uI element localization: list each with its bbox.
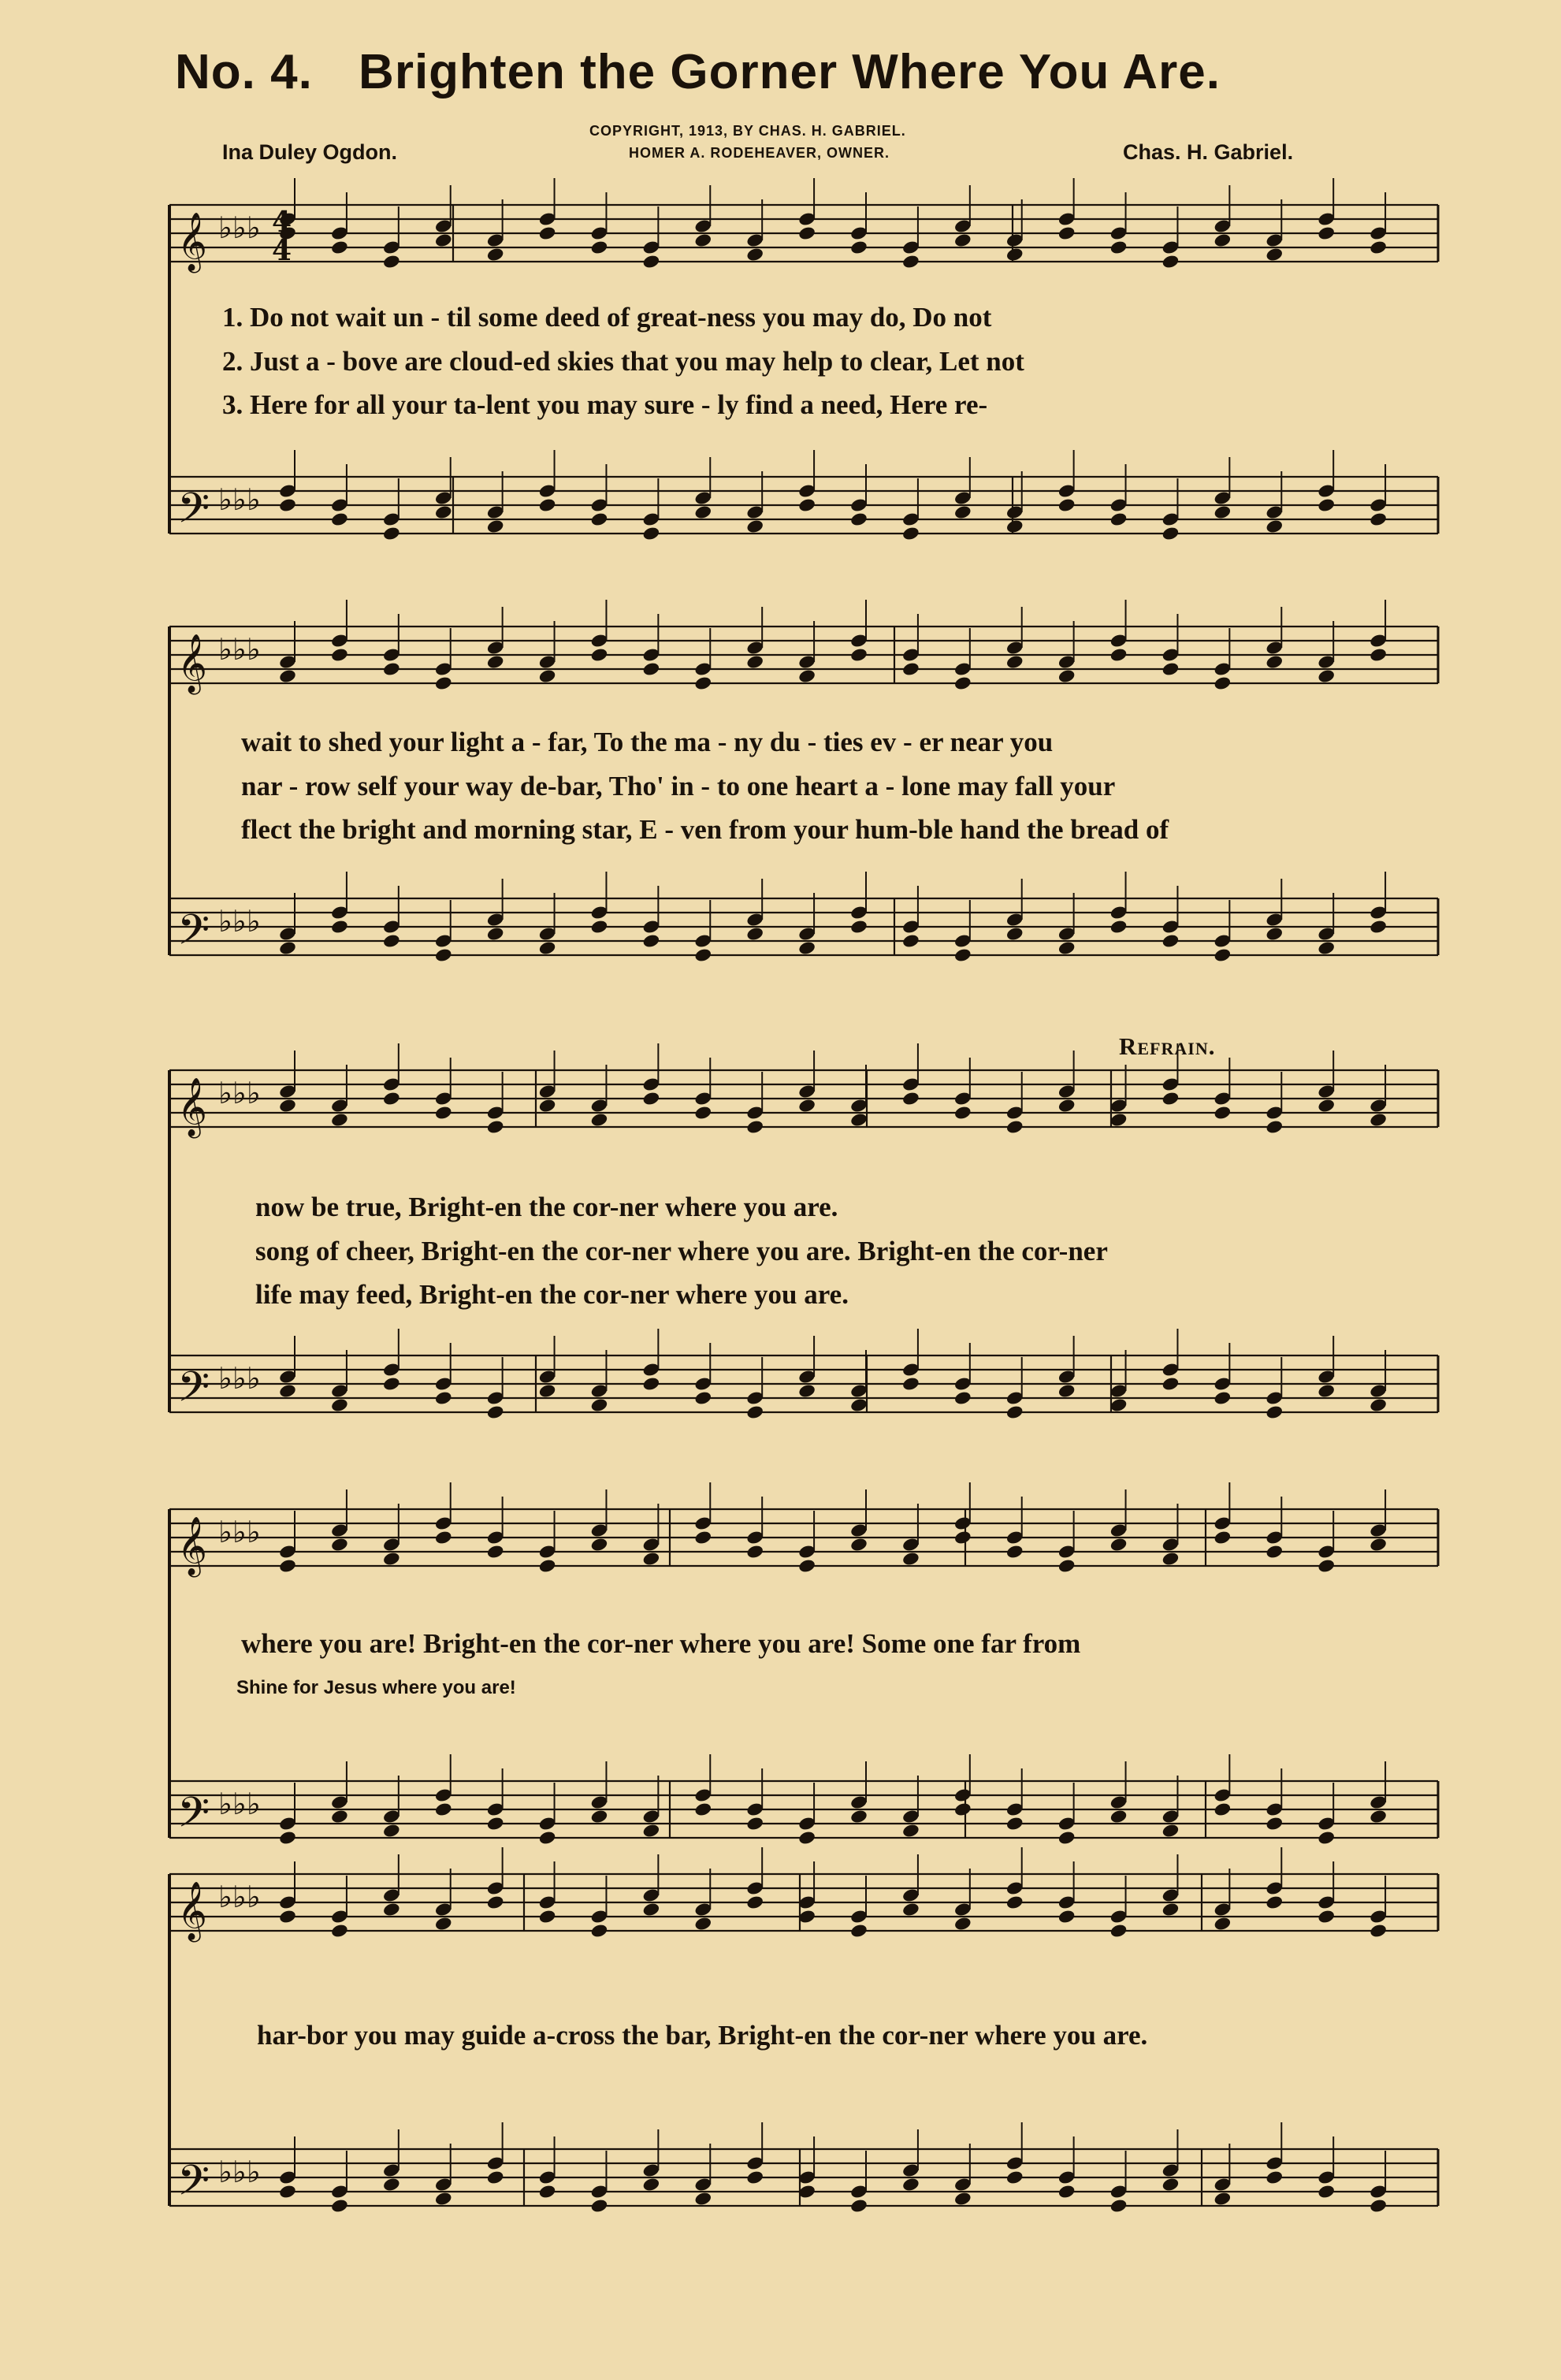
notehead <box>486 2170 505 2185</box>
notehead <box>1161 1551 1180 1567</box>
notehead <box>382 2177 401 2192</box>
bass-clef: 𝄢 <box>177 1363 210 1422</box>
notehead <box>330 1112 349 1128</box>
notehead <box>1109 1397 1128 1413</box>
notehead <box>434 675 453 691</box>
notehead <box>434 1105 453 1121</box>
notehead <box>1109 1809 1128 1824</box>
notehead <box>693 504 712 520</box>
notehead <box>1213 2191 1232 2207</box>
refrain-label: Refrain. <box>1119 1032 1216 1060</box>
notehead <box>901 661 920 677</box>
notehead <box>642 1823 661 1839</box>
notehead <box>330 1397 349 1413</box>
notehead <box>590 1397 609 1413</box>
notehead <box>1213 1390 1232 1406</box>
notehead <box>1005 1119 1024 1135</box>
notehead <box>1213 1802 1232 1817</box>
flat-sign: ♭♭♭ <box>218 482 261 517</box>
notehead <box>1317 1383 1336 1399</box>
notehead <box>849 1809 868 1824</box>
notehead <box>901 1902 920 1917</box>
notehead <box>486 1816 505 1831</box>
notehead <box>953 1530 972 1545</box>
notehead <box>1005 519 1024 534</box>
bass-clef: 𝄢 <box>177 485 210 543</box>
notehead <box>330 647 349 663</box>
notehead <box>1057 668 1076 684</box>
notehead <box>538 1383 557 1399</box>
notehead <box>901 1376 920 1392</box>
notehead <box>901 1091 920 1106</box>
notehead <box>330 511 349 527</box>
bass-clef: 𝄢 <box>177 1789 210 1847</box>
notehead <box>278 1909 297 1924</box>
notehead <box>1265 1119 1284 1135</box>
notehead <box>849 1923 868 1939</box>
notehead <box>486 1119 505 1135</box>
lyric-line: wait to shed your light a - far, To the ma - ny du - ties ev - er near you <box>241 727 1054 757</box>
notehead <box>590 647 609 663</box>
notehead <box>901 1551 920 1567</box>
notehead <box>642 1902 661 1917</box>
notehead <box>1109 647 1128 663</box>
notehead <box>642 2177 661 2192</box>
notehead <box>1369 647 1388 663</box>
lyric-line: now be true, Bright-en the cor-ner where you are. <box>255 1192 838 1222</box>
notehead <box>642 1376 661 1392</box>
notehead <box>330 1809 349 1824</box>
copyright-line-2: HOMER A. RODEHEAVER, OWNER. <box>629 145 890 161</box>
notehead <box>642 661 661 677</box>
notehead <box>538 497 557 513</box>
notehead <box>1369 2198 1388 2214</box>
flat-sign: ♭♭♭ <box>218 210 261 245</box>
notehead <box>434 947 453 963</box>
hymn-number: No. 4. <box>175 45 313 99</box>
flat-sign: ♭♭♭ <box>218 2155 261 2189</box>
notehead <box>1057 1098 1076 1114</box>
notehead <box>1109 919 1128 935</box>
notehead <box>745 926 764 942</box>
notehead <box>1057 2184 1076 2200</box>
notehead <box>590 1112 609 1128</box>
notehead <box>538 225 557 241</box>
hymn-title: Brighten the Gorner Where You Are. <box>359 45 1221 99</box>
notehead <box>1161 933 1180 949</box>
notehead <box>1317 1558 1336 1574</box>
notehead <box>1109 1537 1128 1553</box>
notehead <box>1109 1923 1128 1939</box>
notehead <box>538 1098 557 1114</box>
notehead <box>797 1830 816 1846</box>
lyric-line: where you are! Bright-en the cor-ner where you are! Some one far from <box>241 1628 1081 1659</box>
notehead <box>901 526 920 541</box>
notehead <box>590 1923 609 1939</box>
notehead <box>953 232 972 248</box>
notehead <box>434 232 453 248</box>
notehead <box>382 1551 401 1567</box>
flat-sign: ♭♭♭ <box>218 632 261 667</box>
lyric-line: 1. Do not wait un - til some deed of great-ness you may do, Do not <box>222 302 992 333</box>
notehead <box>1161 526 1180 541</box>
notehead <box>1005 654 1024 670</box>
notehead <box>1369 511 1388 527</box>
notehead <box>797 225 816 241</box>
notehead <box>901 933 920 949</box>
notehead <box>1265 1404 1284 1420</box>
notehead <box>330 2198 349 2214</box>
notehead <box>1005 1816 1024 1831</box>
notehead <box>1005 1895 1024 1910</box>
notehead <box>382 933 401 949</box>
notehead <box>486 926 505 942</box>
lyric-line: har-bor you may guide a-cross the bar, Bright-en the cor-ner where you are. <box>257 2020 1148 2051</box>
notehead <box>1369 1537 1388 1553</box>
treble-clef: 𝄞 <box>177 1882 207 1940</box>
notehead <box>901 2177 920 2192</box>
notehead <box>278 668 297 684</box>
lyric-line: 3. Here for all your ta-lent you may sure - ly find a need, Here re- <box>222 389 988 420</box>
notehead <box>1317 497 1336 513</box>
notehead <box>590 1537 609 1553</box>
notehead <box>1265 1895 1284 1910</box>
notehead <box>486 1404 505 1420</box>
notehead <box>1057 940 1076 956</box>
notehead <box>693 232 712 248</box>
notehead <box>330 919 349 935</box>
notehead <box>1213 675 1232 691</box>
lyric-line: flect the bright and morning star, E - ven from your hum-ble hand the bread of <box>241 814 1169 845</box>
notehead <box>1369 1397 1388 1413</box>
notehead <box>693 1530 712 1545</box>
notehead <box>797 940 816 956</box>
notehead <box>1161 1823 1180 1839</box>
notehead <box>382 1091 401 1106</box>
notehead <box>590 1809 609 1824</box>
notehead <box>1057 1558 1076 1574</box>
notehead <box>745 2170 764 2185</box>
notehead <box>849 1112 868 1128</box>
notehead <box>1161 1376 1180 1392</box>
lyric-line: 2. Just a - bove are cloud-ed skies that you may help to clear, Let not <box>222 346 1024 377</box>
notehead <box>797 497 816 513</box>
notehead <box>797 1383 816 1399</box>
notehead <box>278 1830 297 1846</box>
notehead <box>953 1390 972 1406</box>
notehead <box>1317 225 1336 241</box>
notehead <box>1317 668 1336 684</box>
notehead <box>745 1404 764 1420</box>
notehead <box>693 675 712 691</box>
notehead <box>1369 240 1388 255</box>
notehead <box>1057 1909 1076 1924</box>
notehead <box>745 1119 764 1135</box>
notehead <box>278 1558 297 1574</box>
notehead <box>382 254 401 270</box>
notehead <box>953 1916 972 1932</box>
notehead <box>745 1895 764 1910</box>
composer-credit: Chas. H. Gabriel. <box>1123 140 1294 164</box>
notehead <box>434 2191 453 2207</box>
notehead <box>1213 504 1232 520</box>
treble-clef: 𝄞 <box>177 634 207 693</box>
notehead <box>278 1098 297 1114</box>
notehead <box>1213 232 1232 248</box>
notehead <box>953 947 972 963</box>
lyric-line: nar - row self your way de-bar, Tho' in - to one heart a - lone may fall your <box>241 771 1116 801</box>
notehead <box>538 2184 557 2200</box>
notehead <box>1109 511 1128 527</box>
notehead <box>1161 254 1180 270</box>
notehead <box>797 1098 816 1114</box>
notehead <box>1265 2170 1284 2185</box>
notehead <box>745 1544 764 1560</box>
notehead <box>693 1105 712 1121</box>
notehead <box>642 1091 661 1106</box>
notehead <box>538 1909 557 1924</box>
notehead <box>1265 654 1284 670</box>
notehead <box>330 1537 349 1553</box>
notehead <box>1213 1105 1232 1121</box>
notehead <box>1369 1923 1388 1939</box>
notehead <box>538 1830 557 1846</box>
notehead <box>1109 1112 1128 1128</box>
notehead <box>953 2191 972 2207</box>
notehead <box>901 1823 920 1839</box>
notehead <box>1369 1112 1388 1128</box>
notehead <box>745 247 764 262</box>
notehead <box>538 940 557 956</box>
notehead <box>849 511 868 527</box>
notehead <box>486 519 505 534</box>
notehead <box>693 1916 712 1932</box>
notehead <box>278 497 297 513</box>
notehead <box>1317 940 1336 956</box>
notehead <box>1161 2177 1180 2192</box>
notehead <box>486 1895 505 1910</box>
notehead <box>849 647 868 663</box>
notehead <box>693 2191 712 2207</box>
notehead <box>849 919 868 935</box>
notehead <box>278 2184 297 2200</box>
notehead <box>1005 1544 1024 1560</box>
notehead <box>486 1544 505 1560</box>
notehead <box>486 654 505 670</box>
bass-clef: 𝄢 <box>177 906 210 965</box>
notehead <box>1109 240 1128 255</box>
time-signature: 4 <box>272 206 292 239</box>
alto-cue-text: Shine for Jesus where you are! <box>236 1677 516 1698</box>
notehead <box>642 526 661 541</box>
notehead <box>434 1390 453 1406</box>
notehead <box>1317 2184 1336 2200</box>
notehead <box>330 240 349 255</box>
notehead <box>278 940 297 956</box>
notehead <box>1213 1530 1232 1545</box>
notehead <box>382 1823 401 1839</box>
notehead <box>1005 247 1024 262</box>
treble-clef: 𝄞 <box>177 1517 207 1575</box>
notehead <box>1265 247 1284 262</box>
notehead <box>382 661 401 677</box>
notehead <box>745 1816 764 1831</box>
notehead <box>1161 1091 1180 1106</box>
notehead <box>1213 1916 1232 1932</box>
notehead <box>590 2198 609 2214</box>
notehead <box>1005 2170 1024 2185</box>
notehead <box>745 519 764 534</box>
notehead <box>1057 225 1076 241</box>
time-signature: 4 <box>272 234 292 267</box>
notehead <box>1005 1404 1024 1420</box>
lyric-line: life may feed, Bright-en the cor-ner where you are. <box>255 1279 849 1310</box>
notehead <box>1109 2198 1128 2214</box>
notehead <box>486 247 505 262</box>
flat-sign: ♭♭♭ <box>218 1076 261 1110</box>
flat-sign: ♭♭♭ <box>218 1361 261 1396</box>
notehead <box>1057 1383 1076 1399</box>
copyright-line-1: COPYRIGHT, 1913, BY CHAS. H. GABRIEL. <box>589 123 906 139</box>
notehead <box>642 933 661 949</box>
flat-sign: ♭♭♭ <box>218 1515 261 1549</box>
notehead <box>849 2198 868 2214</box>
flat-sign: ♭♭♭ <box>218 1787 261 1821</box>
notehead <box>1057 497 1076 513</box>
notehead <box>434 1802 453 1817</box>
treble-clef: 𝄞 <box>177 213 207 271</box>
notehead <box>1317 1830 1336 1846</box>
notehead <box>382 1376 401 1392</box>
notehead <box>590 240 609 255</box>
notehead <box>1317 1098 1336 1114</box>
notehead <box>1317 1909 1336 1924</box>
notehead <box>693 1802 712 1817</box>
flat-sign: ♭♭♭ <box>218 904 261 939</box>
notehead <box>434 504 453 520</box>
treble-clef: 𝄞 <box>177 1078 207 1136</box>
notehead <box>953 1802 972 1817</box>
notehead <box>797 668 816 684</box>
notehead <box>1161 661 1180 677</box>
notehead <box>953 675 972 691</box>
notehead <box>1369 1809 1388 1824</box>
notehead <box>1161 1902 1180 1917</box>
bass-clef: 𝄢 <box>177 2157 210 2215</box>
notehead <box>1057 1830 1076 1846</box>
notehead <box>745 654 764 670</box>
lyricist-credit: Ina Duley Ogdon. <box>222 140 398 164</box>
notehead <box>849 1537 868 1553</box>
notehead <box>849 1397 868 1413</box>
lyric-line: song of cheer, Bright-en the cor-ner where you are. Bright-en the cor-ner <box>255 1236 1108 1266</box>
notehead <box>693 1390 712 1406</box>
notehead <box>953 504 972 520</box>
flat-sign: ♭♭♭ <box>218 1880 261 1914</box>
notehead <box>538 1558 557 1574</box>
notehead <box>797 1558 816 1574</box>
notehead <box>590 511 609 527</box>
notehead <box>1213 947 1232 963</box>
notehead <box>901 254 920 270</box>
notehead <box>1005 926 1024 942</box>
notehead <box>382 526 401 541</box>
notehead <box>1369 919 1388 935</box>
notehead <box>1265 1816 1284 1831</box>
notehead <box>382 1902 401 1917</box>
notehead <box>1265 926 1284 942</box>
notehead <box>953 1105 972 1121</box>
notehead <box>642 1551 661 1567</box>
notehead <box>849 240 868 255</box>
notehead <box>434 1530 453 1545</box>
notehead <box>590 919 609 935</box>
notehead <box>1265 519 1284 534</box>
notehead <box>330 1923 349 1939</box>
notehead <box>278 1383 297 1399</box>
notehead <box>538 668 557 684</box>
notehead <box>642 254 661 270</box>
notehead <box>1265 1544 1284 1560</box>
notehead <box>434 1916 453 1932</box>
notehead <box>693 947 712 963</box>
